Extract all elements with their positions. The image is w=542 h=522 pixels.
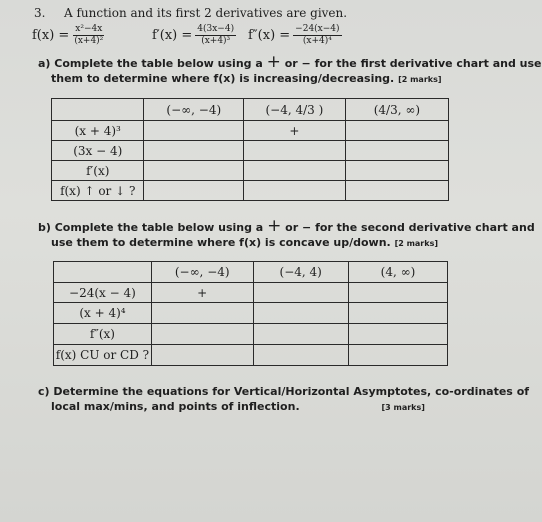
row-label: −24(x − 4) bbox=[54, 283, 152, 303]
row-label: f″(x) bbox=[54, 324, 152, 345]
part-a-suffix: for the first derivative chart and use bbox=[314, 57, 542, 70]
function-f-prime-label: f′(x) = bbox=[152, 28, 193, 43]
part-b-marks: [2 marks] bbox=[394, 239, 438, 248]
sign-cell[interactable] bbox=[244, 141, 346, 161]
part-a-line-2 bbox=[38, 71, 468, 87]
part-b-plus-sign: + bbox=[267, 216, 282, 236]
sign-cell[interactable] bbox=[348, 324, 447, 345]
function-f-denominator: (x+4)² bbox=[74, 36, 104, 46]
function-f-double-prime-numerator: −24(x−4) bbox=[295, 24, 340, 34]
header-cell-empty bbox=[52, 99, 144, 121]
sign-cell[interactable] bbox=[348, 303, 447, 324]
row-label: f(x) CU or CD ? bbox=[54, 345, 152, 366]
function-f-prime bbox=[152, 24, 236, 47]
function-f-double-prime bbox=[248, 24, 342, 47]
part-c-line-2-text: local max/mins, and points of inflection. bbox=[51, 400, 300, 413]
function-f-double-prime-fraction bbox=[293, 24, 341, 47]
sign-cell[interactable] bbox=[151, 303, 253, 324]
part-b-or: or bbox=[285, 221, 299, 234]
sign-cell[interactable] bbox=[348, 283, 447, 303]
part-b-suffix: for the second derivative chart and bbox=[315, 221, 535, 234]
sign-cell[interactable] bbox=[345, 161, 448, 181]
table-row bbox=[54, 283, 448, 303]
part-a-plus-sign: + bbox=[266, 52, 281, 72]
header-cell: (−∞, −4) bbox=[151, 262, 253, 283]
question-intro: A function and its first 2 derivatives are given. bbox=[64, 6, 348, 20]
table-row bbox=[54, 262, 448, 283]
part-a-line-2-text: them to determine where f(x) is increasing/decreasing. bbox=[51, 72, 395, 85]
part-b-line-2 bbox=[38, 235, 468, 251]
header-cell: (4/3, ∞) bbox=[345, 99, 448, 121]
table-row bbox=[54, 345, 448, 366]
row-label: (3x − 4) bbox=[52, 141, 144, 161]
function-f-prime-denominator: (x+4)³ bbox=[201, 36, 231, 46]
sign-cell[interactable] bbox=[151, 345, 253, 366]
part-c-marks: [3 marks] bbox=[381, 403, 425, 412]
part-a-line-1 bbox=[38, 52, 542, 72]
sign-cell[interactable] bbox=[244, 161, 346, 181]
table-row bbox=[54, 303, 448, 324]
function-f-numerator: x²−4x bbox=[75, 24, 103, 34]
part-b-prefix: b) Complete the table below using a bbox=[38, 221, 264, 234]
row-label: (x + 4)³ bbox=[52, 121, 144, 141]
sign-cell[interactable] bbox=[144, 161, 244, 181]
part-a-marks: [2 marks] bbox=[398, 75, 442, 84]
function-f-prime-numerator: 4(3x−4) bbox=[197, 24, 235, 34]
table-row bbox=[52, 181, 449, 201]
table-row bbox=[52, 99, 449, 121]
table-row bbox=[52, 121, 449, 141]
sign-cell[interactable] bbox=[151, 324, 253, 345]
sign-cell[interactable] bbox=[348, 345, 447, 366]
sign-cell[interactable] bbox=[253, 345, 348, 366]
sign-cell[interactable] bbox=[345, 141, 448, 161]
row-label: f′(x) bbox=[52, 161, 144, 181]
header-cell: (−4, 4/3 ) bbox=[244, 99, 346, 121]
header-cell: (−4, 4) bbox=[253, 262, 348, 283]
part-c-instructions bbox=[38, 384, 530, 415]
table-row bbox=[52, 161, 449, 181]
part-a-minus-sign: − bbox=[301, 57, 311, 70]
header-cell-empty bbox=[54, 262, 152, 283]
part-a-prefix: a) Complete the table below using a bbox=[38, 57, 263, 70]
first-derivative-table bbox=[51, 98, 449, 201]
header-cell: (4, ∞) bbox=[348, 262, 447, 283]
sign-cell[interactable] bbox=[144, 121, 244, 141]
sign-cell[interactable] bbox=[144, 181, 244, 201]
row-label: f(x) ↑ or ↓ ? bbox=[52, 181, 144, 201]
function-f-double-prime-denominator: (x+4)⁴ bbox=[302, 36, 332, 46]
sign-cell[interactable] bbox=[144, 141, 244, 161]
part-a-instructions bbox=[38, 52, 542, 87]
function-f-prime-fraction bbox=[195, 24, 236, 47]
sign-cell[interactable] bbox=[345, 121, 448, 141]
part-b-minus-sign: − bbox=[302, 221, 312, 234]
sign-cell[interactable]: + bbox=[151, 283, 253, 303]
function-f-double-prime-label: f″(x) = bbox=[248, 28, 291, 43]
question-number: 3. bbox=[34, 6, 46, 20]
part-b-line-1 bbox=[38, 216, 535, 236]
function-f-label: f(x) = bbox=[32, 28, 70, 43]
part-b-line-2-text: use them to determine where f(x) is concave up/down. bbox=[51, 236, 391, 249]
sign-cell[interactable] bbox=[253, 324, 348, 345]
part-b-instructions bbox=[38, 216, 535, 251]
second-derivative-table bbox=[53, 261, 448, 366]
part-c-line-2 bbox=[38, 399, 468, 415]
sign-cell[interactable] bbox=[253, 283, 348, 303]
sign-cell[interactable]: + bbox=[244, 121, 346, 141]
sign-cell[interactable] bbox=[253, 303, 348, 324]
row-label: (x + 4)⁴ bbox=[54, 303, 152, 324]
sign-cell[interactable] bbox=[345, 181, 448, 201]
header-cell: (−∞, −4) bbox=[144, 99, 244, 121]
part-c-line-1: c) Determine the equations for Vertical/Horizontal Asymptotes, co-ordinates of bbox=[38, 385, 530, 398]
table-row bbox=[52, 141, 449, 161]
part-a-or: or bbox=[284, 57, 298, 70]
table-row bbox=[54, 324, 448, 345]
function-f bbox=[32, 24, 105, 47]
function-f-fraction bbox=[72, 24, 105, 47]
sign-cell[interactable] bbox=[244, 181, 346, 201]
